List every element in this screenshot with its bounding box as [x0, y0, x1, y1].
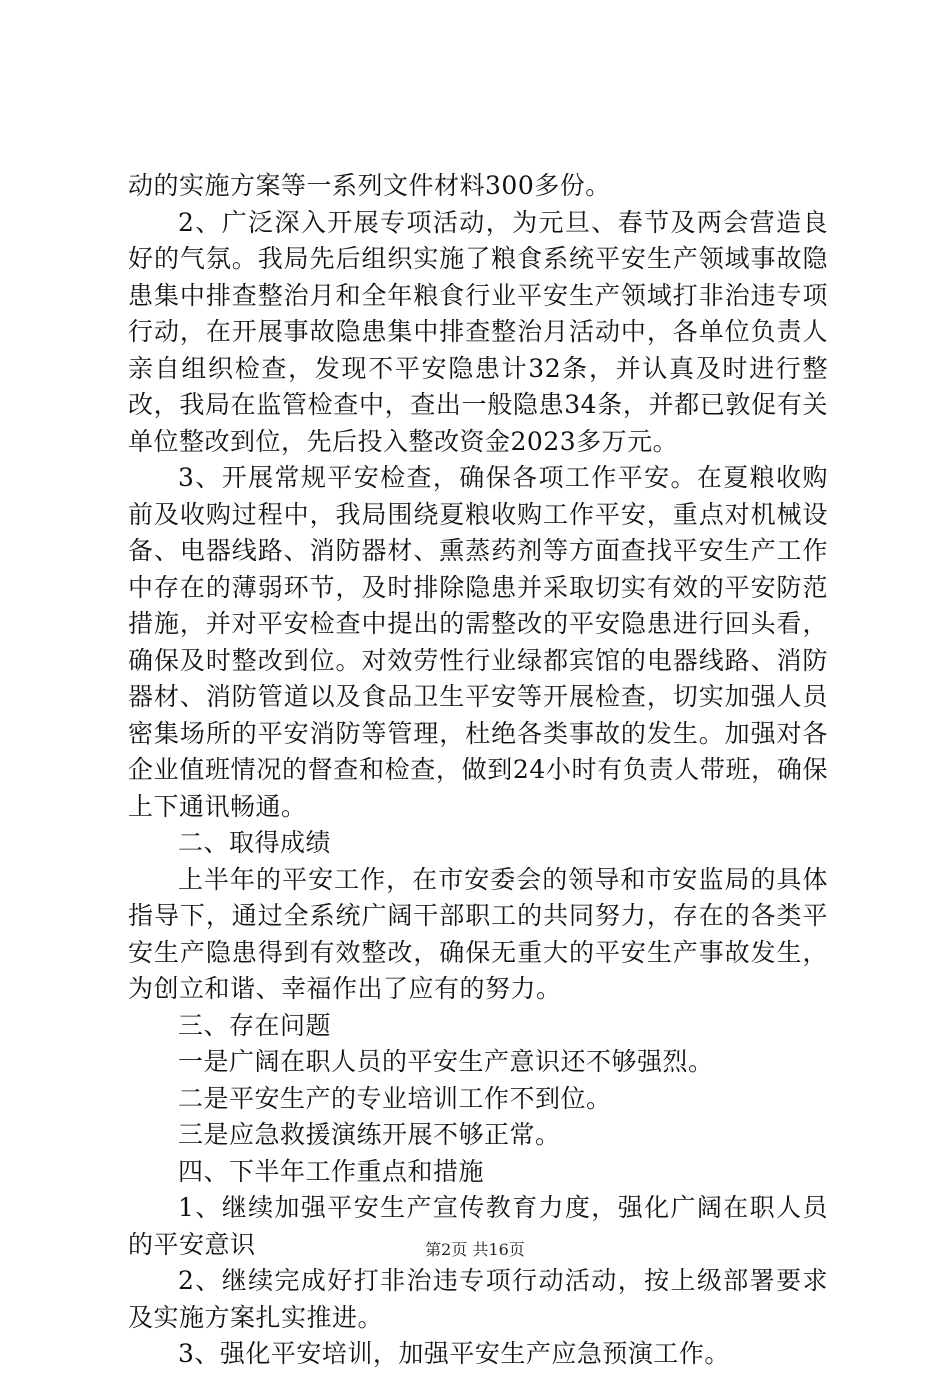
section-heading-problems: 三、存在问题	[178, 1010, 332, 1040]
section-heading-measures: 四、下半年工作重点和措施	[178, 1156, 485, 1186]
paragraph-measure-1: 1、继续加强平安生产宣传教育力度，强化广阔在职人员的平安意识	[128, 1193, 828, 1259]
paragraph-achievements: 上半年的平安工作，在市安委会的领导和市安监局的具体指导下，通过全系统广阔干部职工的共同努力，存在的各类平安生产隐患得到有效整改，确保无重大的平安生产事故发生，为创立和谐、幸福作出了应有的努力。	[128, 864, 828, 1003]
paragraph-problem-2: 二是平安生产的专业培训工作不到位。	[178, 1083, 612, 1113]
paragraph-problem-1: 一是广阔在职人员的平安生产意识还不够强烈。	[178, 1047, 714, 1076]
paragraph-item-3: 3、开展常规平安检查，确保各项工作平安。在夏粮收购前及收购过程中，我局围绕夏粮收购工作平安，重点对机械设备、电器线路、消防器材、熏蒸药剂等方面查找平安生产工作中存在的薄弱环节，及时排除隐患并采取切实有效的平安防范措施，并对平安检查中提出的需整改的平安隐患进行回头看，确保及时整改到位。对效劳性行业绿都宾馆的电器线路、消防器材、消防管道以及食品卫生平安等开展检查，切实加强人员密集场所的平安消防等管理，杜绝各类事故的发生。加强对各企业值班情况的督查和检查，做到24小时有负责人带班，确保上下通讯畅通。	[128, 463, 828, 821]
paragraph-measure-3: 3、强化平安培训，加强平安生产应急预演工作。	[178, 1339, 730, 1368]
page-footer	[0, 1240, 950, 1260]
page-number-label: 第2页 共16页	[425, 1240, 525, 1259]
document-body	[128, 168, 828, 1373]
section-heading-achievements: 二、取得成绩	[178, 828, 332, 857]
paragraph-problem-3: 三是应急救援演练开展不够正常。	[178, 1120, 561, 1149]
paragraph-measure-2: 2、继续完成好打非治违专项行动活动，按上级部署要求及实施方案扎实推进。	[128, 1266, 828, 1332]
paragraph-item-2: 2、广泛深入开展专项活动，为元旦、春节及两会营造良好的气氛。我局先后组织实施了粮食系统平安生产领域事故隐患集中排查整治月和全年粮食行业平安生产领域打非治违专项行动，在开展事故隐患集中排查整治月活动中，各单位负责人亲自组织检查，发现不平安隐患计32条，并认真及时进行整改，我局在监管检查中，查出一般隐患34条，并都已敦促有关单位整改到位，先后投入整改资金2023多万元。	[128, 207, 828, 456]
paragraph-continuation: 动的实施方案等一系列文件材料300多份。	[128, 171, 611, 200]
